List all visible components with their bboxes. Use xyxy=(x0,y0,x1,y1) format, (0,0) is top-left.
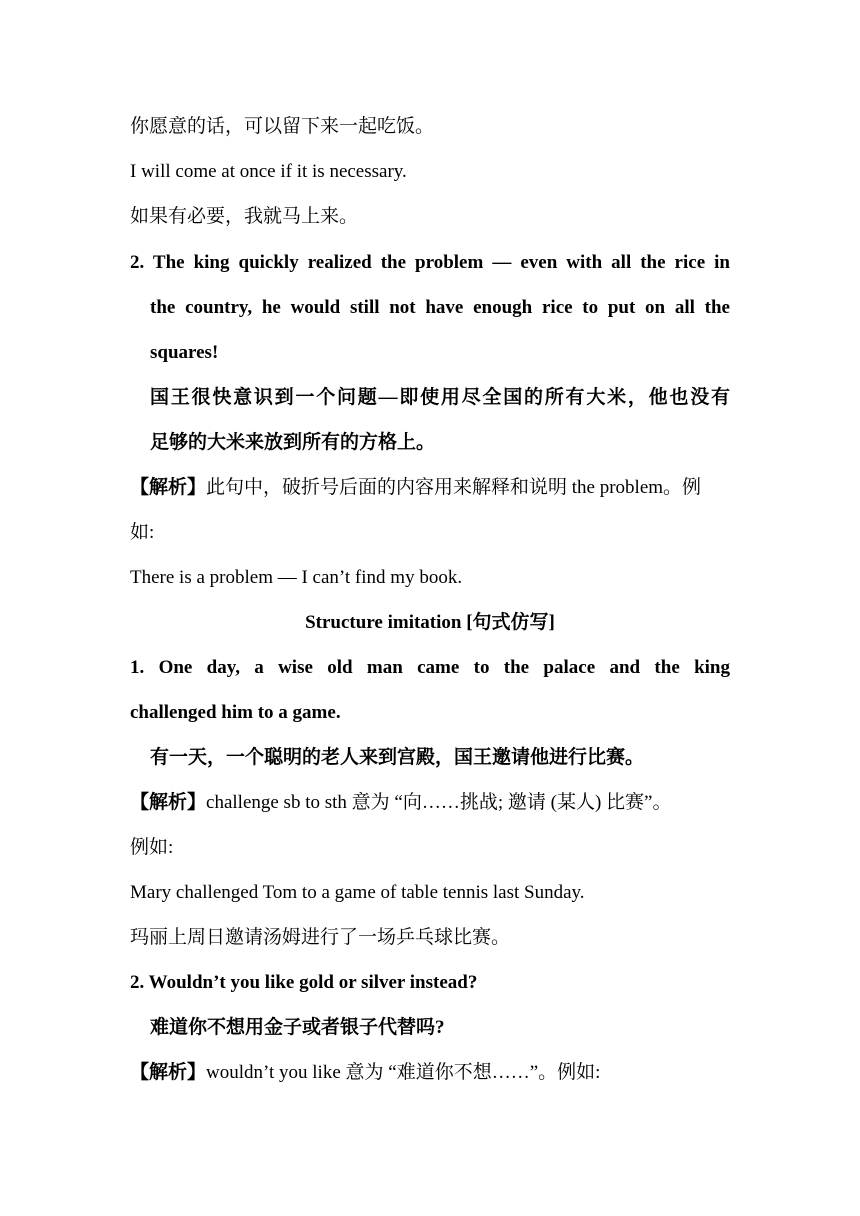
numbered-sentence-2-line-3: squares! xyxy=(150,342,219,363)
analysis-continuation: 如: xyxy=(130,522,155,543)
chinese-translation-line: 你愿意的话，可以留下来一起吃饭。 xyxy=(130,116,435,137)
chinese-translation-line: 玛丽上周日邀请汤姆进行了一场乒乓球比赛。 xyxy=(130,927,511,948)
numbered-sentence-2-line-1: 2. The king quickly realized the problem — even with all the rice in xyxy=(130,252,730,273)
analysis-tag: 【解析】 xyxy=(130,477,207,498)
analysis-text: challenge sb to sth 意为 “向……挑战; 邀请 (某人) 比赛”。 xyxy=(206,792,672,813)
analysis-paragraph-1 xyxy=(130,476,730,500)
example-sentence: Mary challenged Tom to a game of table tennis last Sunday. xyxy=(130,882,585,903)
analysis-text: 此句中，破折号后面的内容用来解释和说明 the problem。例 xyxy=(206,477,702,498)
numbered-sentence-2-line-2: the country, he would still not have enough rice to put on all the xyxy=(150,297,730,318)
numbered-sentence-2: 2. Wouldn’t you like gold or silver instead? xyxy=(130,972,478,993)
sentence-2-translation: 难道你不想用金子或者银子代替吗? xyxy=(150,1017,445,1038)
sentence-2-translation-line-2: 足够的大米来放到所有的方格上。 xyxy=(150,432,436,453)
analysis-paragraph-3 xyxy=(130,1061,730,1085)
analysis-tag: 【解析】 xyxy=(130,792,207,813)
analysis-text: wouldn’t you like 意为 “难道你不想……”。例如: xyxy=(206,1062,601,1083)
sentence-1-translation: 有一天，一个聪明的老人来到宫殿，国王邀请他进行比赛。 xyxy=(150,747,645,768)
sentence-2-translation-line-1: 国王很快意识到一个问题—即使用尽全国的所有大米，他也没有 xyxy=(150,387,730,408)
example-sentence: There is a problem — I can’t find my book. xyxy=(130,567,463,588)
analysis-tag: 【解析】 xyxy=(130,1062,207,1083)
analysis-continuation: 例如: xyxy=(130,837,174,858)
analysis-paragraph-2 xyxy=(130,791,730,815)
numbered-sentence-1-line-1: 1. One day, a wise old man came to the palace and the king xyxy=(130,657,730,678)
example-sentence: I will come at once if it is necessary. xyxy=(130,161,407,182)
numbered-sentence-1-line-2: challenged him to a game. xyxy=(130,702,341,723)
section-heading: Structure imitation [句式仿写] xyxy=(305,612,555,633)
chinese-translation-line: 如果有必要，我就马上来。 xyxy=(130,206,359,227)
